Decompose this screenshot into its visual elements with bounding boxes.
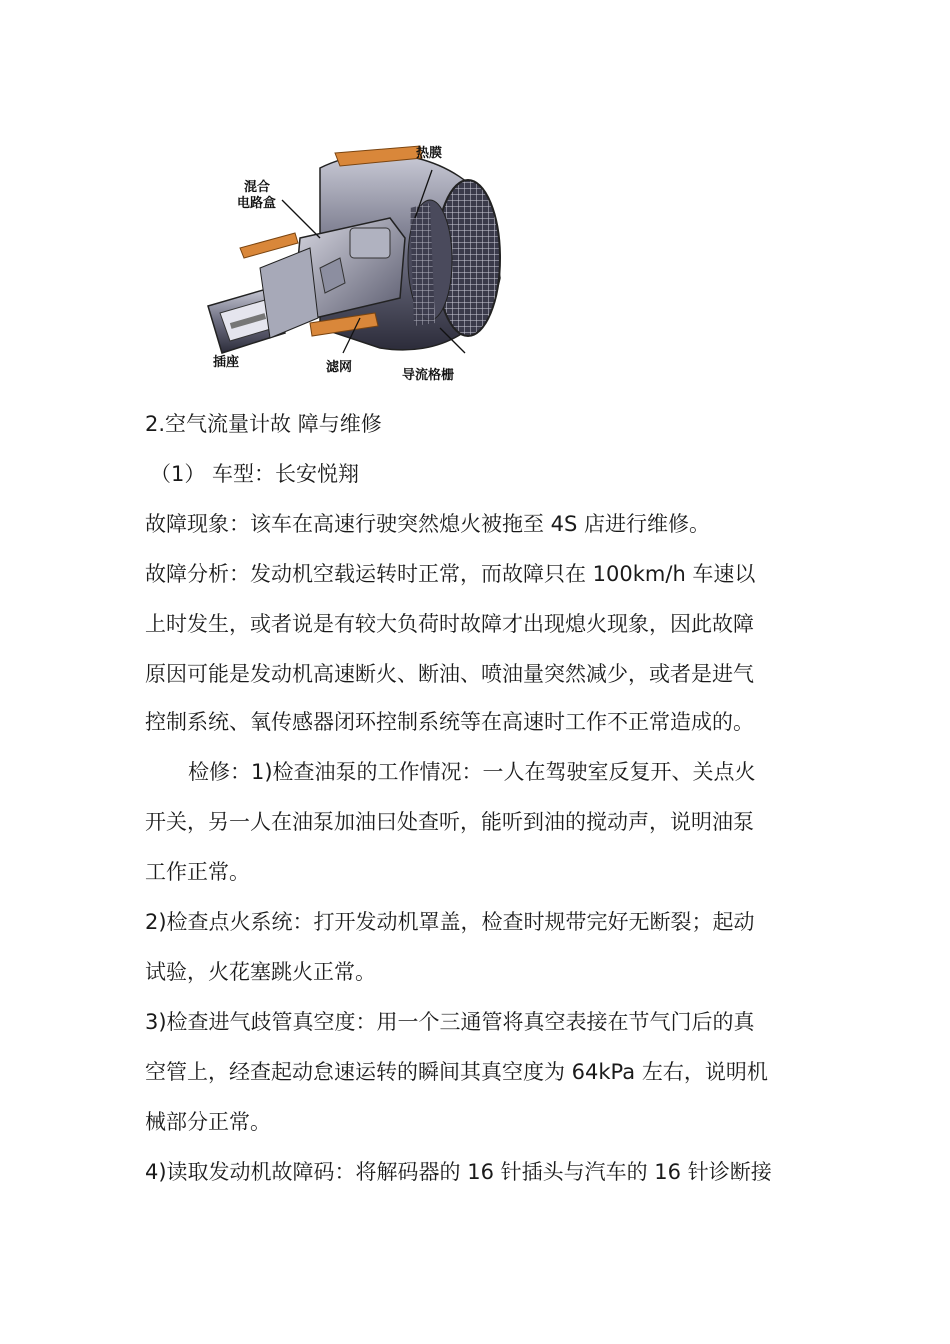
paragraph-line: 控制系统、氧传感器闭环控制系统等在高速时工作不正常造成的。 [145, 710, 754, 734]
label-mixed-circuit-line1: 混合 [244, 180, 271, 195]
paragraph-line: 3)检查进气歧管真空度：用一个三通管将真空表接在节气门后的真 [145, 1010, 755, 1034]
paragraph-line: 工作正常。 [145, 860, 250, 884]
label-mixed-circuit-line2: 电路盒 [237, 196, 277, 211]
air-flow-meter-illustration [200, 128, 510, 390]
paragraph-line: 试验，火花塞跳火正常。 [145, 960, 376, 984]
vehicle-line: （1） 车型：长安悦翔 [150, 462, 360, 486]
paragraph-line: 故障现象：该车在高速行驶突然熄火被拖至 4S 店进行维修。 [145, 512, 711, 536]
label-socket: 插座 [213, 355, 240, 370]
paragraph-line: 上时发生，或者说是有较大负荷时故障才出现熄火现象，因此故障 [145, 612, 754, 636]
section-title: 2.空气流量计故 障与维修 [145, 412, 382, 436]
paragraph-line: 检修：1)检查油泵的工作情况：一人在驾驶室反复开、关点火 [188, 760, 756, 784]
air-flow-meter-figure [200, 128, 510, 390]
label-hot-film: 热膜 [416, 146, 443, 161]
label-flow-grid: 导流格栅 [402, 368, 455, 383]
paragraph-line: 原因可能是发动机高速断火、断油、喷油量突然减少，或者是进气 [145, 662, 754, 686]
label-filter-screen: 滤网 [326, 360, 353, 375]
paragraph-line: 空管上，经查起动怠速运转的瞬间其真空度为 64kPa 左右，说明机 [145, 1060, 768, 1084]
paragraph-line: 开关，另一人在油泵加油曰处查听，能听到油的搅动声，说明油泵 [145, 810, 754, 834]
paragraph-line: 故障分析：发动机空载运转时正常，而故障只在 100km/h 车速以 [145, 562, 756, 586]
paragraph-line: 械部分正常。 [145, 1110, 271, 1134]
paragraph-line: 4)读取发动机故障码：将解码器的 16 针插头与汽车的 16 针诊断接 [145, 1160, 772, 1184]
paragraph-line: 2)检查点火系统：打开发动机罩盖，检查时规带完好无断裂；起动 [145, 910, 755, 934]
